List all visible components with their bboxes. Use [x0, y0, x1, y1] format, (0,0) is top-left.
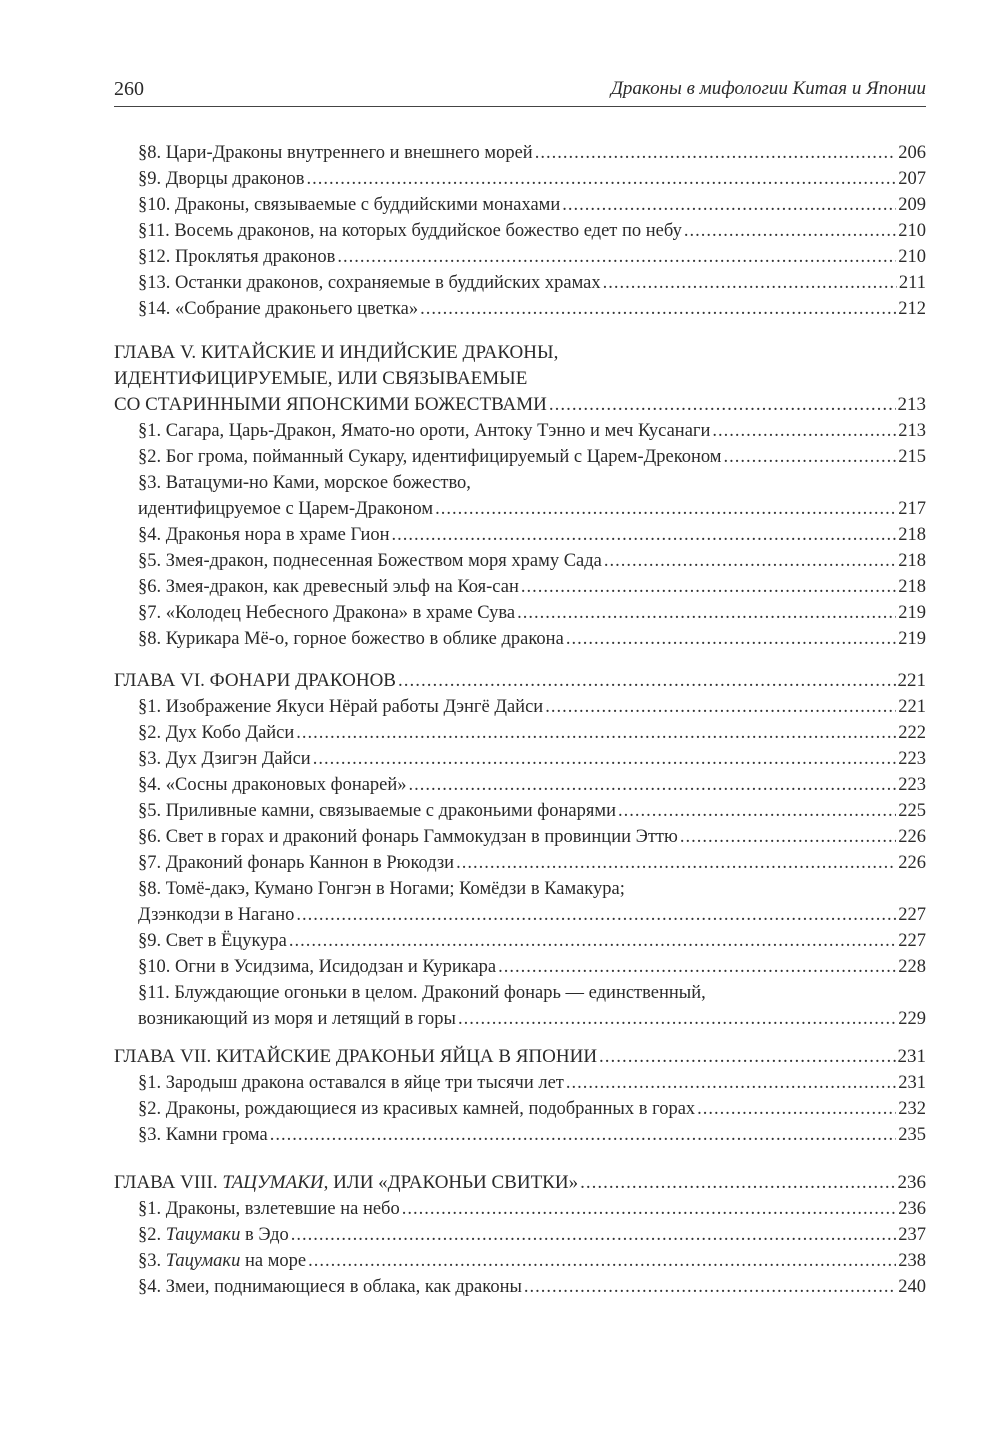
- toc-entry: §12. Проклятья драконов ..... 210: [114, 244, 926, 270]
- toc-entry: §2. Тацумаки в Эдо ..... 237: [114, 1222, 926, 1248]
- toc-entry: §14. «Собрание драконьего цветка» ..... 212: [114, 296, 926, 322]
- toc-entry: §7. Драконий фонарь Каннон в Рюкодзи ..... 226: [114, 850, 926, 876]
- toc-entry: §4. Змеи, поднимающиеся в облака, как драконы ..... 240: [114, 1274, 926, 1300]
- toc-chapter-6: [114, 668, 926, 1032]
- toc-entry: §11. Блуждающие огоньки в целом. Драконий фонарь — единственный,: [138, 983, 706, 1003]
- toc-entry: §6. Свет в горах и драконий фонарь Гаммокудзан в провинции Эттю ..... 226: [114, 824, 926, 850]
- chapter-title: СО СТАРИННЫМИ ЯПОНСКИМИ БОЖЕСТВАМИ ..... 213: [114, 392, 926, 418]
- toc-entry: §10. Огни в Усидзима, Исидодзан и Курикара ..... 228: [114, 954, 926, 980]
- toc-entry: §3. Дух Дзигэн Дайси ..... 223: [114, 746, 926, 772]
- toc-entry: §2. Дух Кобо Дайси ..... 222: [114, 720, 926, 746]
- toc-entry: §3. Тацумаки на море ..... 238: [114, 1248, 926, 1274]
- toc-chapter-8: [114, 1170, 926, 1300]
- toc-entry-continuation: возникающий из моря и летящий в горы ..... 229: [114, 1006, 926, 1032]
- header-rule: [114, 106, 926, 107]
- toc-entry: §7. «Колодец Небесного Дракона» в храме Сува ..... 219: [114, 600, 926, 626]
- chapter-title: ГЛАВА VI. ФОНАРИ ДРАКОНОВ ..... 221: [114, 668, 926, 694]
- toc-entry: §11. Восемь драконов, на которых буддийское божество едет по небу ..... 210: [114, 218, 926, 244]
- toc-entry: §5. Змея-дракон, поднесенная Божеством моря храму Сада ..... 218: [114, 548, 926, 574]
- toc-chapter-7: [114, 1044, 926, 1148]
- chapter-title: ИДЕНТИФИЦИРУЕМЫЕ, ИЛИ СВЯЗЫВАЕМЫЕ: [114, 368, 528, 389]
- page-number: 260: [114, 78, 144, 100]
- running-title: Драконы в мифологии Китая и Японии: [610, 78, 926, 99]
- toc-entry: §13. Останки драконов, сохраняемые в буддийских храмах ..... 211: [114, 270, 926, 296]
- toc-entry: §8. Цари-Драконы внутреннего и внешнего морей ..... 206: [114, 140, 926, 166]
- toc-entry: §4. Драконья нора в храме Гион ..... 218: [114, 522, 926, 548]
- chapter-title: ГЛАВА V. КИТАЙСКИЕ И ИНДИЙСКИЕ ДРАКОНЫ,: [114, 342, 559, 363]
- toc-entry: §2. Бог грома, пойманный Сукару, идентифицируемый с Царем-Дреконом ..... 215: [114, 444, 926, 470]
- toc-entry-continuation: Дзэнкодзи в Нагано ..... 227: [114, 902, 926, 928]
- toc-entry: §3. Ватацуми-но Ками, морское божество,: [138, 473, 471, 493]
- toc-entry: §10. Драконы, связываемые с буддийскими монахами ..... 209: [114, 192, 926, 218]
- page-header: [114, 76, 926, 104]
- chapter-title: ГЛАВА VIII. ТАЦУМАКИ, ИЛИ «ДРАКОНЬИ СВИТКИ» ..... 236: [114, 1170, 926, 1196]
- toc-entry: §9. Дворцы драконов ..... 207: [114, 166, 926, 192]
- toc-entry: §1. Изображение Якуси Нёрай работы Дэнгё Дайси ..... 221: [114, 694, 926, 720]
- toc-entry: §1. Сагара, Царь-Дракон, Ямато-но ороти, Антоку Тэнно и меч Кусанаги ..... 213: [114, 418, 926, 444]
- toc-entry: §2. Драконы, рождающиеся из красивых камней, подобранных в горах ..... 232: [114, 1096, 926, 1122]
- toc-entry: §9. Свет в Ёцукура ..... 227: [114, 928, 926, 954]
- toc-entry: §8. Курикара Мё-о, горное божество в облике дракона ..... 219: [114, 626, 926, 652]
- toc-entry-continuation: идентифицруемое с Царем-Драконом ..... 217: [114, 496, 926, 522]
- toc-entry: §1. Зародыш дракона оставался в яйце три тысячи лет ..... 231: [114, 1070, 926, 1096]
- toc-section-continued: [114, 140, 926, 322]
- toc-entry: §6. Змея-дракон, как древесный эльф на Коя-сан ..... 218: [114, 574, 926, 600]
- toc-chapter-5: [114, 340, 926, 652]
- toc-entry: §3. Камни грома ..... 235: [114, 1122, 926, 1148]
- toc-entry: §4. «Сосны драконовых фонарей» ..... 223: [114, 772, 926, 798]
- toc-entry: §8. Томё-дакэ, Кумано Гонгэн в Ногами; Комёдзи в Камакура;: [138, 879, 625, 899]
- chapter-title: ГЛАВА VII. КИТАЙСКИЕ ДРАКОНЬИ ЯЙЦА В ЯПОНИИ ..... 231: [114, 1044, 926, 1070]
- toc-entry: §1. Драконы, взлетевшие на небо ..... 236: [114, 1196, 926, 1222]
- toc-entry: §5. Приливные камни, связываемые с драконьими фонарями ..... 225: [114, 798, 926, 824]
